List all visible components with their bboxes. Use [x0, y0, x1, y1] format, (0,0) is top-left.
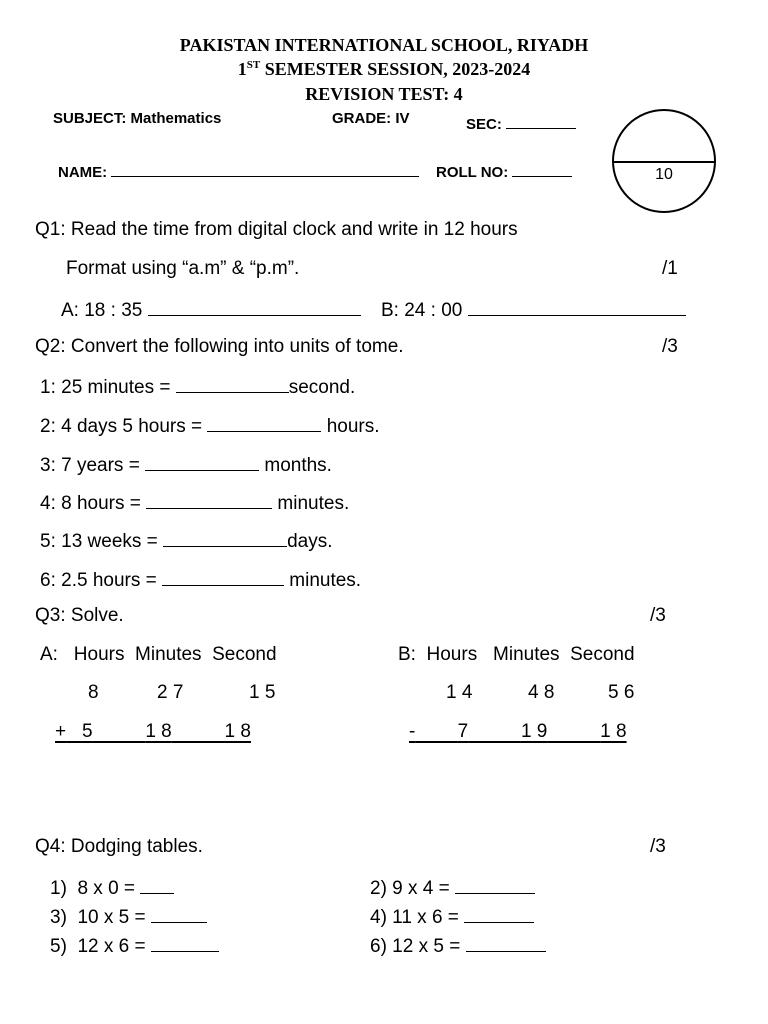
- q4-item[interactable]: [370, 933, 546, 958]
- q4-item-label: 3) 10 x 5 =: [50, 907, 146, 928]
- q3-marks: /3: [650, 605, 666, 626]
- roll-field[interactable]: [436, 158, 572, 181]
- test-title: REVISION TEST: 4: [305, 84, 463, 104]
- q4-item[interactable]: [370, 875, 535, 900]
- q4-item-blank[interactable]: [151, 933, 219, 952]
- q4-marks: /3: [650, 836, 666, 857]
- q3-b-minutes2: 1 9: [520, 721, 548, 742]
- q4-item-blank[interactable]: [455, 875, 535, 894]
- q2-item-post: second.: [288, 377, 356, 398]
- sec-label: SEC:: [466, 116, 502, 133]
- name-label: NAME:: [58, 164, 108, 181]
- q4-item-blank[interactable]: [151, 904, 207, 923]
- q1-line1: Q1: Read the time from digital clock and write in 12 hours: [35, 219, 518, 240]
- q4-item-blank[interactable]: [464, 904, 534, 923]
- q1-line2: Format using “a.m” & “p.m”.: [66, 258, 300, 279]
- score-total: 10: [655, 166, 673, 183]
- q3-b-minutes1: 4 8: [528, 682, 555, 703]
- q3-a-row2: [55, 721, 251, 743]
- q2-item-pre: 2: 4 days 5 hours =: [40, 416, 203, 437]
- q4-item-label: 5) 12 x 6 =: [50, 936, 146, 957]
- name-blank[interactable]: [111, 158, 419, 177]
- q2-item-post: minutes.: [272, 493, 350, 514]
- q3-b-operator: -: [409, 721, 416, 742]
- q2-item-pre: 5: 13 weeks =: [40, 531, 158, 552]
- q4-item-blank[interactable]: [140, 875, 174, 894]
- q3-a-header: A: Hours Minutes Second: [40, 644, 277, 665]
- score-divider: [614, 161, 714, 163]
- q4-item-blank[interactable]: [466, 933, 546, 952]
- q2-item-post: days.: [287, 531, 333, 552]
- subject-label: SUBJECT: Mathematics: [53, 110, 222, 127]
- q2-item[interactable]: [40, 567, 361, 592]
- semester-text: SEMESTER SESSION, 2023-2024: [260, 59, 531, 79]
- semester-sup: ST: [246, 59, 261, 71]
- q1-b-label: B: 24 : 00: [381, 300, 463, 321]
- q3-b-hours2: 7: [457, 721, 469, 742]
- q2-marks: /3: [662, 336, 678, 357]
- q3-b-seconds1: 5 6: [608, 682, 635, 703]
- q2-item-post: months.: [259, 455, 332, 476]
- semester-line: [0, 59, 768, 80]
- q4-item-label: 6) 12 x 5 =: [370, 936, 461, 957]
- sec-field[interactable]: [466, 110, 576, 133]
- q4-item[interactable]: [50, 904, 207, 929]
- q3-a-operator: +: [55, 721, 67, 742]
- q4-item[interactable]: [50, 933, 219, 958]
- q4-item-label: 1) 8 x 0 =: [50, 878, 136, 899]
- grade-label: GRADE: IV: [332, 110, 410, 127]
- q2-item-blank[interactable]: [146, 490, 272, 509]
- q2-item-post: minutes.: [284, 570, 362, 591]
- semester-number: 1: [237, 59, 247, 79]
- q2-item-pre: 6: 2.5 hours =: [40, 570, 157, 591]
- q1-b-blank[interactable]: [468, 297, 686, 316]
- q2-item[interactable]: [40, 413, 380, 438]
- q2-item-pre: 3: 7 years =: [40, 455, 140, 476]
- q3-b-row2: [409, 721, 627, 743]
- q3-a-hours2: 5: [81, 721, 93, 742]
- q2-item[interactable]: [40, 528, 332, 553]
- q1-marks: /1: [662, 258, 678, 279]
- q2-item-pre: 1: 25 minutes =: [40, 377, 171, 398]
- q3-b-header: B: Hours Minutes Second: [398, 644, 635, 665]
- q3-a-minutes2: 1 8: [145, 721, 172, 742]
- q2-item[interactable]: [40, 490, 349, 515]
- q4-item[interactable]: [50, 875, 174, 900]
- q2-item[interactable]: [40, 452, 332, 477]
- name-field[interactable]: [58, 158, 419, 181]
- q2-item-blank[interactable]: [162, 567, 284, 586]
- q4-item-label: 2) 9 x 4 =: [370, 878, 450, 899]
- q3-a-minutes1: 2 7: [157, 682, 184, 703]
- q3-b-hours1: 1 4: [446, 682, 473, 703]
- sec-blank[interactable]: [506, 110, 576, 129]
- q1-a-label: A: 18 : 35: [61, 300, 143, 321]
- q3-b-seconds2: 1 8: [600, 721, 627, 742]
- q4-item-label: 4) 11 x 6 =: [370, 907, 459, 928]
- q2-item-blank[interactable]: [207, 413, 321, 432]
- q2-item-blank[interactable]: [145, 452, 259, 471]
- q1-b[interactable]: [381, 297, 686, 322]
- q3-a-seconds2: 1 8: [224, 721, 251, 742]
- q2-item-blank[interactable]: [176, 374, 289, 393]
- q3-title: Q3: Solve.: [35, 605, 124, 626]
- roll-blank[interactable]: [512, 158, 572, 177]
- roll-label: ROLL NO:: [436, 164, 509, 181]
- q2-item-pre: 4: 8 hours =: [40, 493, 141, 514]
- q3-a-hours1: 8: [88, 682, 99, 703]
- q1-a-blank[interactable]: [148, 297, 361, 316]
- q4-title: Q4: Dodging tables.: [35, 836, 203, 857]
- q4-item[interactable]: [370, 904, 534, 929]
- q2-item[interactable]: [40, 374, 355, 399]
- q3-a-seconds1: 1 5: [249, 682, 276, 703]
- school-name: PAKISTAN INTERNATIONAL SCHOOL, RIYADH: [179, 35, 589, 55]
- q2-item-blank[interactable]: [163, 528, 287, 547]
- q1-a[interactable]: [61, 297, 361, 322]
- q2-item-post: hours.: [321, 416, 380, 437]
- q2-title: Q2: Convert the following into units of tome.: [35, 336, 404, 357]
- score-circle: [612, 109, 716, 213]
